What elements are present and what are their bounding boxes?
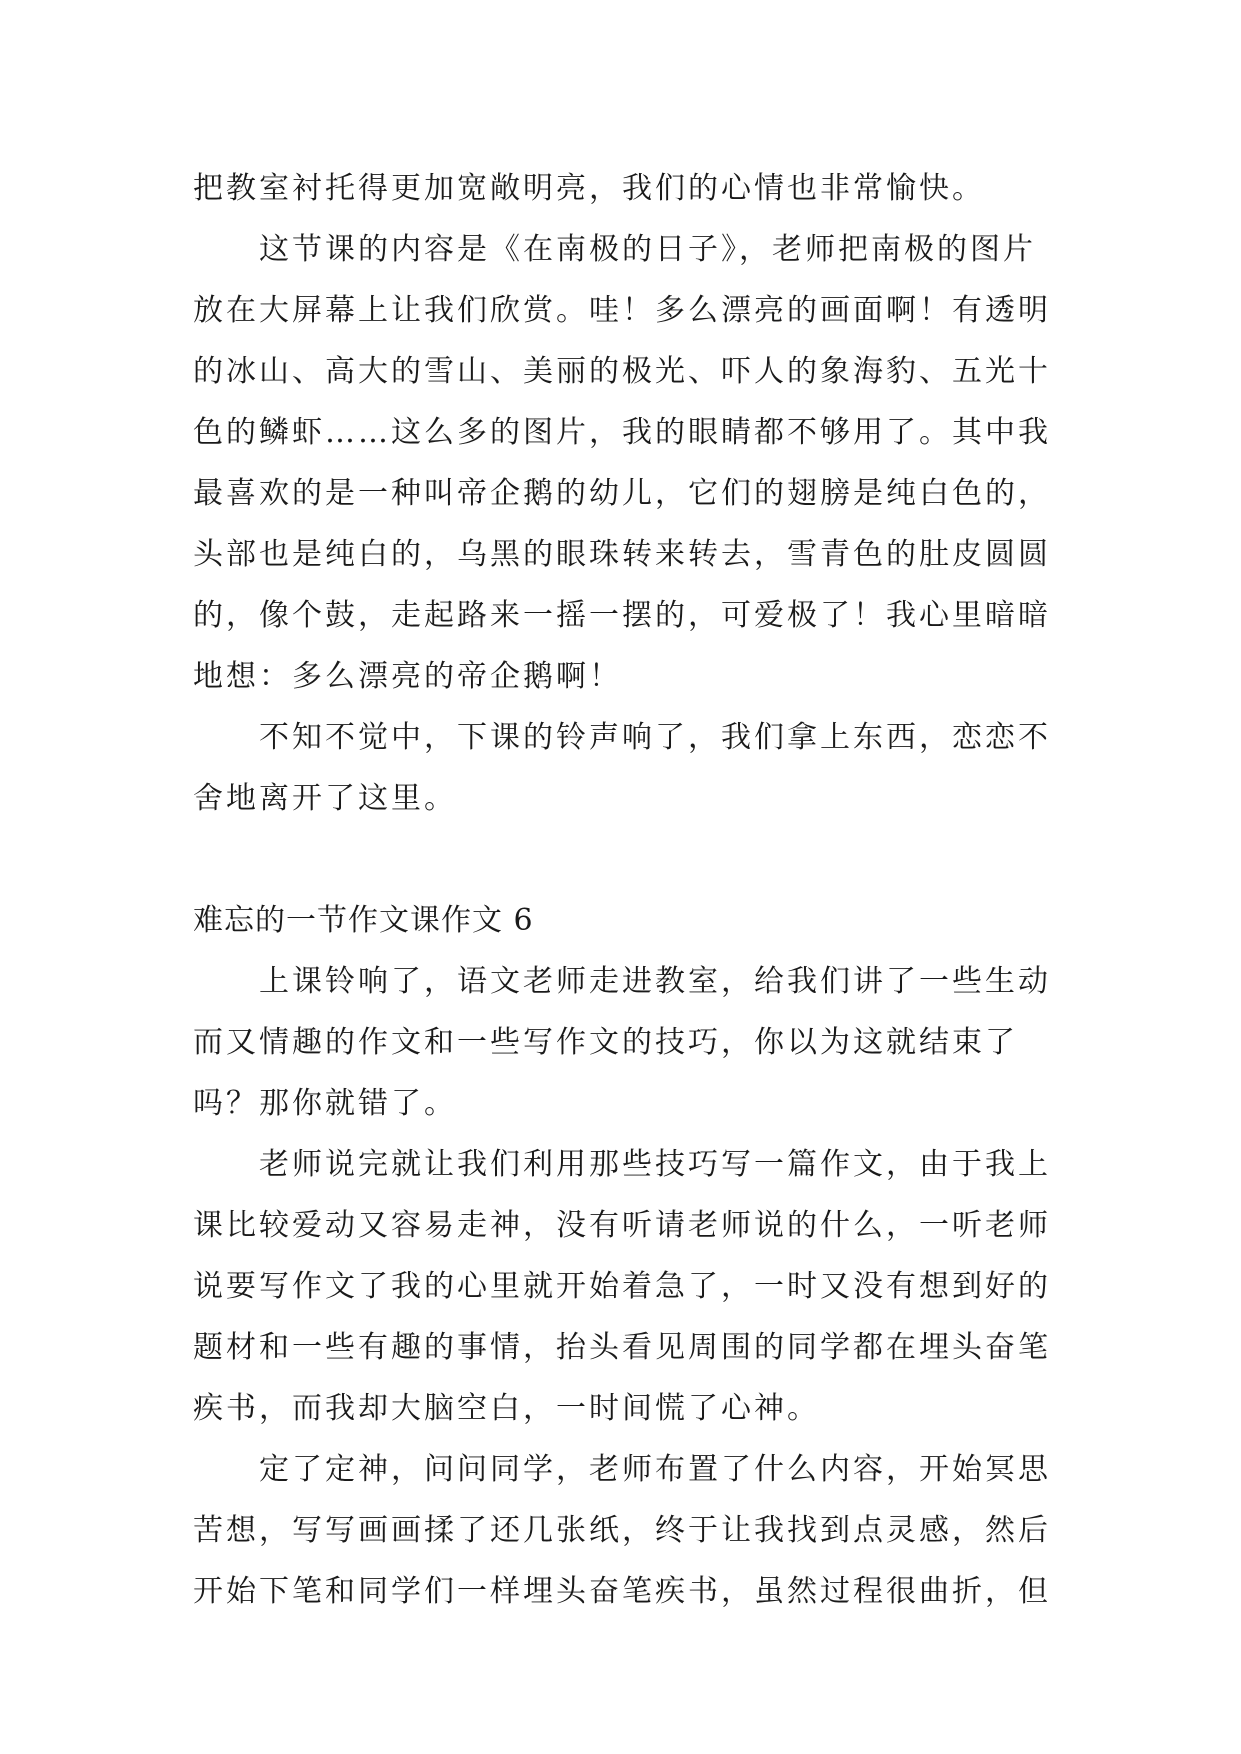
text-block-2 (193, 951, 1053, 1622)
text-line: 而又情趣的作文和一些写作文的技巧，你以为这就结束了 (193, 1025, 1018, 1060)
section-title: 难忘的一节作文课作文 6 (193, 903, 534, 938)
document-body (193, 158, 1053, 1622)
text-line: 这节课的内容是《在南极的日子》，老师把南极的图片 (259, 232, 1036, 267)
text-line: 色的鳞虾……这么多的图片，我的眼睛都不够用了。其中我 (193, 415, 1051, 450)
text-line: 把教室衬托得更加宽敞明亮，我们的心情也非常愉快。 (193, 171, 985, 206)
text-line: 的冰山、高大的雪山、美丽的极光、吓人的象海豹、五光十 (193, 354, 1051, 389)
text-line: 定了定神，问问同学，老师布置了什么内容，开始冥思 (259, 1452, 1051, 1487)
text-line: 吗？那你就错了。 (193, 1086, 457, 1121)
text-line: 开始下笔和同学们一样埋头奋笔疾书，虽然过程很曲折，但 (193, 1574, 1051, 1609)
text-line: 头部也是纯白的，乌黑的眼珠转来转去，雪青色的肚皮圆圆 (193, 537, 1051, 572)
text-line: 苦想，写写画画揉了还几张纸，终于让我找到点灵感，然后 (193, 1513, 1051, 1548)
text-line: 题材和一些有趣的事情，抬头看见周围的同学都在埋头奋笔 (193, 1330, 1051, 1365)
text-line: 课比较爱动又容易走神，没有听请老师说的什么，一听老师 (193, 1208, 1051, 1243)
text-line: 老师说完就让我们利用那些技巧写一篇作文，由于我上 (259, 1147, 1051, 1182)
text-line: 的，像个鼓，走起路来一摇一摆的，可爱极了！我心里暗暗 (193, 598, 1051, 633)
text-line: 舍地离开了这里。 (193, 781, 457, 816)
text-line: 最喜欢的是一种叫帝企鹅的幼儿，它们的翅膀是纯白色的， (193, 476, 1051, 511)
text-line: 地想：多么漂亮的帝企鹅啊！ (193, 659, 622, 694)
text-line: 不知不觉中，下课的铃声响了，我们拿上东西，恋恋不 (259, 720, 1051, 755)
text-line: 上课铃响了，语文老师走进教室，给我们讲了一些生动 (259, 964, 1051, 999)
text-block-1 (193, 158, 1053, 829)
text-line: 疾书，而我却大脑空白，一时间慌了心神。 (193, 1391, 820, 1426)
text-line: 说要写作文了我的心里就开始着急了，一时又没有想到好的 (193, 1269, 1051, 1304)
text-line: 放在大屏幕上让我们欣赏。哇！多么漂亮的画面啊！有透明 (193, 293, 1051, 328)
